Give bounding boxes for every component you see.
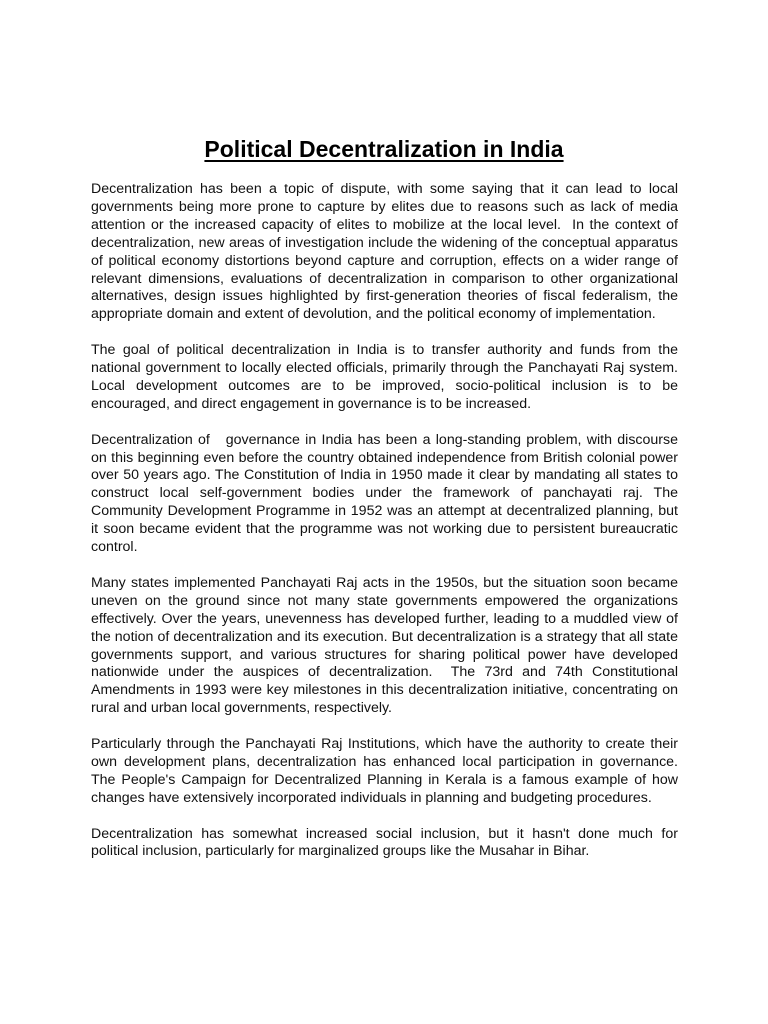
paragraph: Decentralization has somewhat increased social inclusion, but it hasn't done much for political inclusion, particularly for marginalized groups like the Musahar in Bihar. [91,825,682,860]
paragraph: The goal of political decentralization in India is to transfer authority and funds from the national government to locally elected officials, primarily through the Panchayati Raj system. Local development outcomes are to be improved, socio-political inclusion is to be encouraged, and direct engagement in governance is to be increased. [91,342,682,412]
paragraph: Many states implemented Panchayati Raj acts in the 1950s, but the situation soon became uneven on the ground since not many state governments empowered the organizations effectively. Over the years, unevenness has developed further, leading to a muddled view of the notion of decentralization and its execution. But decentralization is a strategy that all state governments support, and various structures for sharing political power have developed nationwide under the auspices of decentralization. The 73rd and 74th Constitutional Amendments in 1993 were key milestones in this decentralization initiative, concentrating on rural and urban local governments, respectively. [91,574,682,717]
paragraph: Decentralization of governance in India has been a long-standing problem, with discourse on this beginning even before the country obtained independence from British colonial power over 50 years ago. The Constitution of India in 1950 made it clear by mandating all states to construct local self-government bodies under the framework of panchayati raj. The Community Development Programme in 1952 was an attempt at decentralized planning, but it soon became evident that the programme was not working due to persistent bureaucratic control. [91,431,682,556]
page-title-text: Political Decentralization in India [204,136,564,163]
paragraph: Decentralization has been a topic of dispute, with some saying that it can lead to local governments being more prone to capture by elites due to reasons such as lack of media attention or the increased capacity of elites to mobilize at the local level. In the context of decentralization, new areas of investigation include the widening of the conceptual apparatus of political economy distortions beyond capture and corruption, effects on a wider range of relevant dimensions, evaluations of decentralization in comparison to other organizational alternatives, design issues highlighted by first-generation theories of fiscal federalism, the appropriate domain and extent of devolution, and the political economy of implementation. [91,181,682,323]
page-title [0,133,768,165]
document-body [91,181,682,879]
paragraph: Particularly through the Panchayati Raj Institutions, which have the authority to create their own development plans, decentralization has enhanced local participation in governance. The People's Campaign for Decentralized Planning in Kerala is a famous example of how changes have extensively incorporated individuals in planning and budgeting procedures. [91,736,682,806]
